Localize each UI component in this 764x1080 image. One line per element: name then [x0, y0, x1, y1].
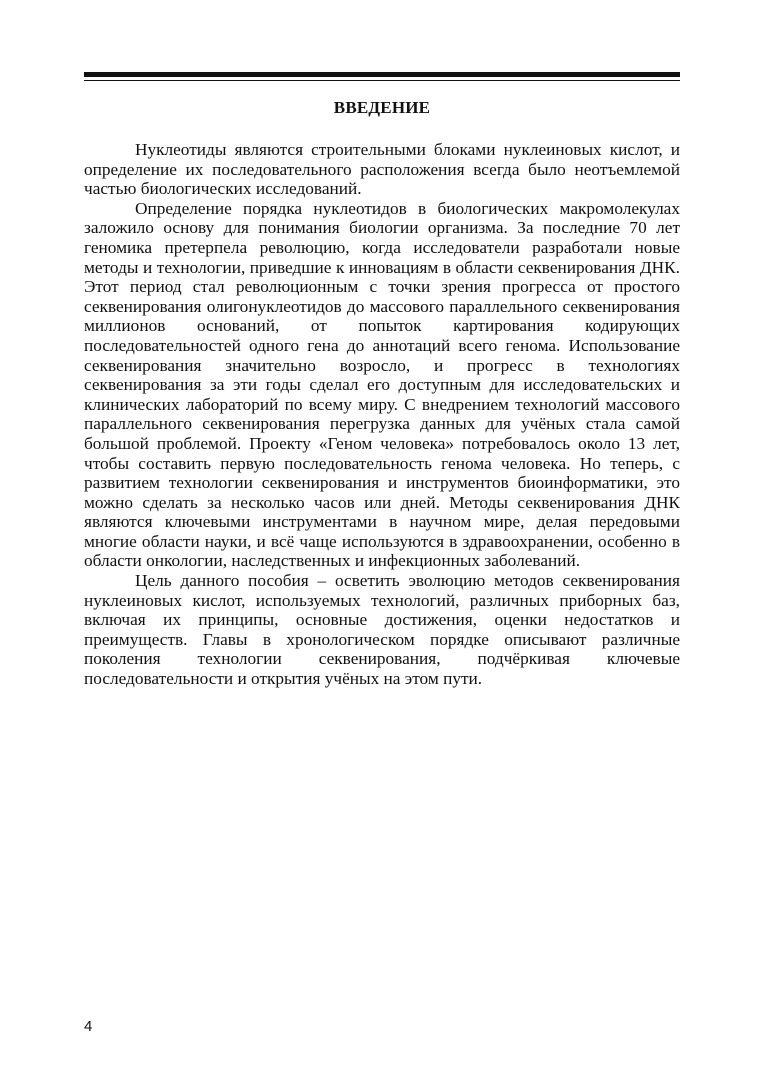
header-rule-thick	[84, 72, 680, 77]
paragraph-1: Нуклеотиды являются строительными блоками нуклеиновых кислот, и определение их последовательного расположения всегда было неотъемлемой частью биологических исследований.	[84, 140, 680, 199]
body-text	[84, 140, 680, 689]
paragraph-2: Определение порядка нуклеотидов в биологических макромолекулах заложило основу для понимания биологии организма. За последние 70 лет геномика претерпела революцию, когда исследователи разработали новые методы и технологии, приведшие к инновациям в области секвенирования ДНК. Этот период стал революционным с точки зрения прогресса от простого секвенирования олигонуклеотидов до массового параллельного секвенирования миллионов оснований, от попыток картирования кодирующих последовательностей одного гена до аннотаций всего генома. Использование секвенирования значительно возросло, и прогресс в технологиях секвенирования за эти годы сделал его доступным для исследовательских и клинических лабораторий по всему миру. С внедрением технологий массового параллельного секвенирования перегрузка данных для учёных стала самой большой проблемой. Проекту «Геном человека» потребовалось около 13 лет, чтобы составить первую последовательность генома человека. Но теперь, с развитием технологии секвенирования и инструментов биоинформатики, это можно сделать за несколько часов или дней. Методы секвенирования ДНК являются ключевыми инструментами в научном мире, делая передовыми многие области науки, и всё чаще используются в здравоохранении, особенно в области онкологии, наследственных и инфекционных заболеваний.	[84, 198, 680, 571]
section-heading: ВВЕДЕНИЕ	[333, 98, 431, 117]
paragraph-3: Цель данного пособия – осветить эволюцию методов секвенирования нуклеиновых кислот, используемых технологий, различных приборных баз, включая их принципы, основные достижения, оценки недостатков и преимуществ. Главы в хронологическом порядке описывают различные поколения технологии секвенирования, подчёркивая ключевые последовательности и открытия учёных на этом пути.	[84, 571, 680, 689]
page-number: 4	[84, 1018, 93, 1035]
header-rule-thin	[84, 80, 680, 81]
